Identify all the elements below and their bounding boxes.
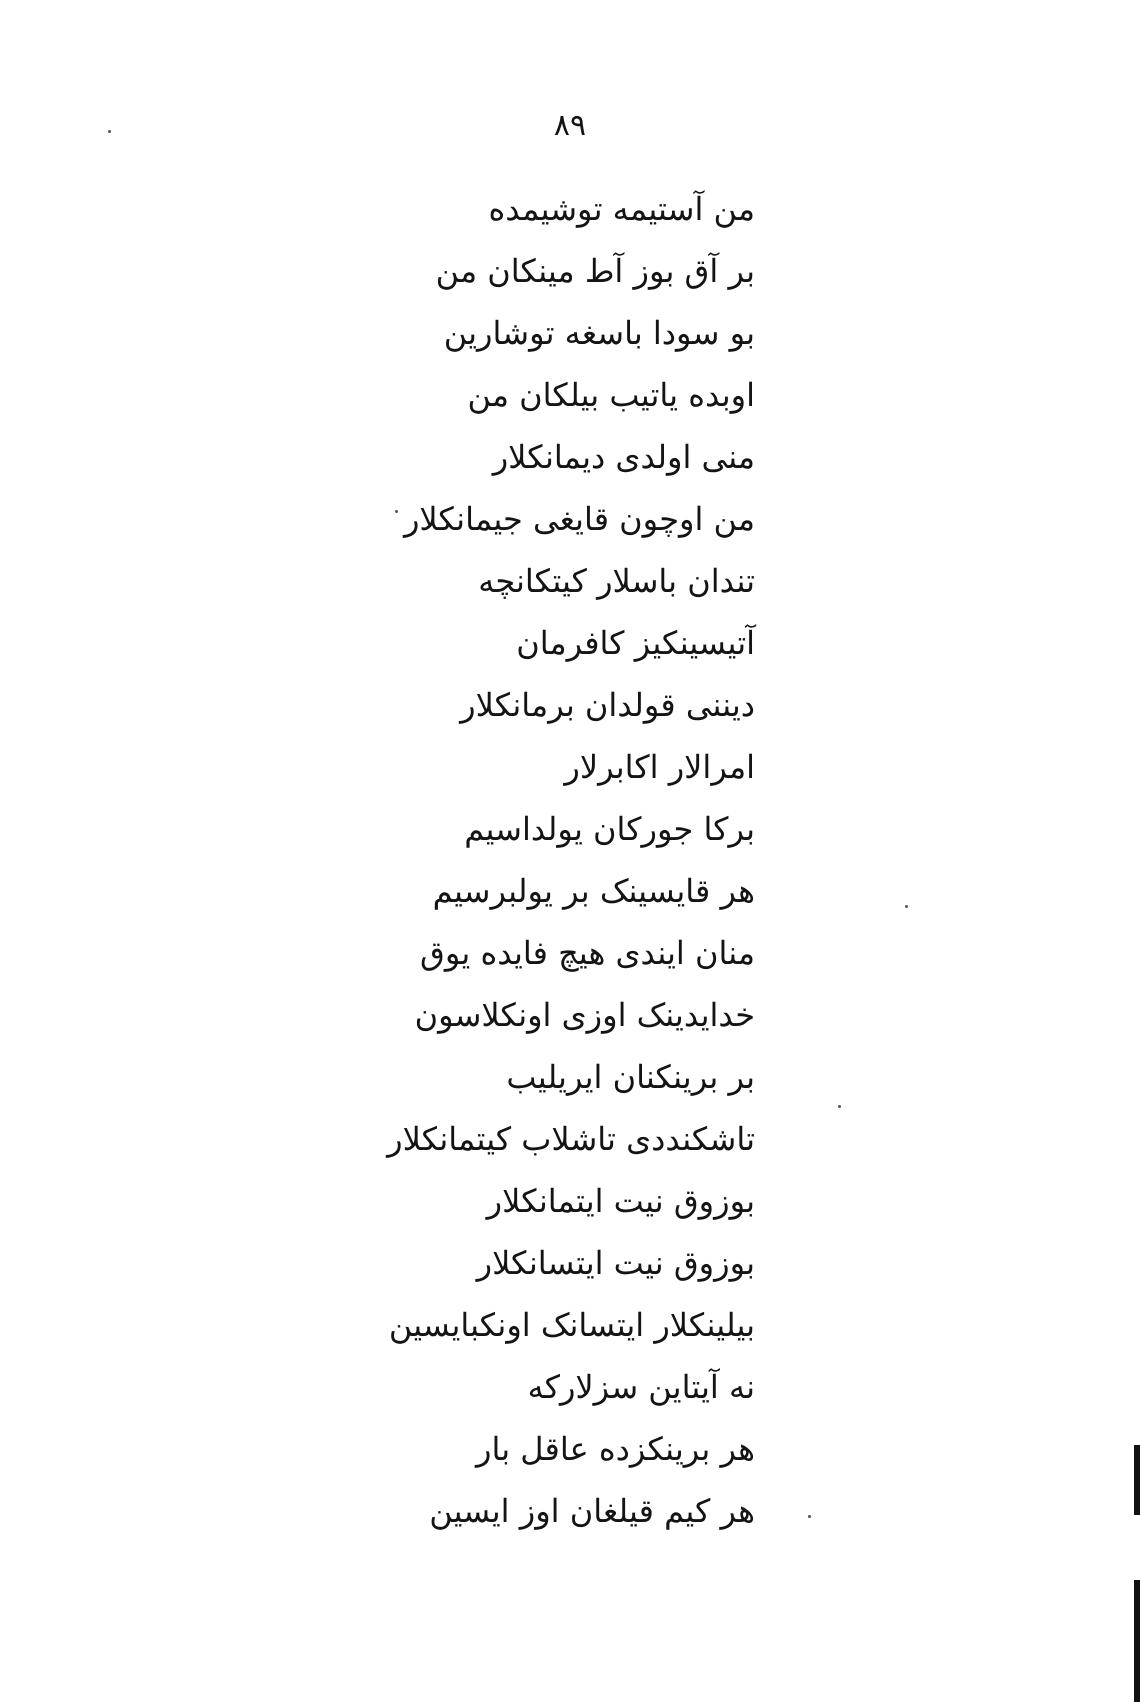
verse-line: تاشکنددی تاشلاب کیتمانکلار bbox=[387, 1120, 755, 1158]
verse-line: خدایدینک اوزی اونکلاسون bbox=[414, 996, 755, 1034]
verse-line: منان ایندی هیچ فایده یوق bbox=[420, 934, 755, 972]
verse-line: هر کیم قیلغان اوز ایسین bbox=[429, 1492, 755, 1530]
verse-line: بیلینکلار ایتسانک اونکبایسین bbox=[388, 1306, 755, 1344]
verse-line: من آستیمه توشیمده bbox=[488, 190, 755, 228]
poem-verse bbox=[275, 178, 755, 1542]
verse-line: من اوچون قایغی جیمانکلار bbox=[403, 500, 755, 538]
verse-line: امرالار اکابرلار bbox=[564, 748, 755, 786]
verse-line: دیننی قولدان برمانکلار bbox=[460, 686, 755, 724]
verse-line: بوزوق نیت ایتسانکلار bbox=[476, 1244, 755, 1282]
scan-speck bbox=[395, 510, 398, 513]
scan-speck bbox=[108, 130, 111, 133]
verse-line: نه آیتاین سزلارکه bbox=[527, 1368, 755, 1406]
verse-line: آتیسینکیز کافرمان bbox=[516, 624, 755, 662]
scan-speck bbox=[838, 1105, 841, 1108]
scan-edge-mark bbox=[1134, 1445, 1140, 1515]
scan-speck bbox=[905, 905, 908, 908]
scan-speck bbox=[808, 1515, 811, 1518]
verse-line: برکا جورکان یولداسیم bbox=[464, 810, 755, 848]
scan-edge-mark bbox=[1134, 1580, 1140, 1702]
verse-line: اوبده یاتیب بیلکان من bbox=[467, 376, 755, 414]
verse-line: بو سودا باسغه توشارین bbox=[443, 314, 755, 352]
verse-line: هر قایسینک بر یولبرسیم bbox=[432, 872, 755, 910]
verse-line: بر برینکنان ایریلیب bbox=[506, 1058, 755, 1096]
page-number: ۸۹ bbox=[553, 108, 587, 143]
verse-line: بوزوق نیت ایتمانکلار bbox=[486, 1182, 755, 1220]
verse-line: هر برینکزده عاقل بار bbox=[476, 1430, 755, 1468]
verse-line: منی اولدی دیمانکلار bbox=[492, 438, 755, 476]
verse-line: بر آق بوز آط مینکان من bbox=[435, 252, 755, 290]
verse-line: تندان باسلار کیتکانچه bbox=[478, 562, 755, 600]
